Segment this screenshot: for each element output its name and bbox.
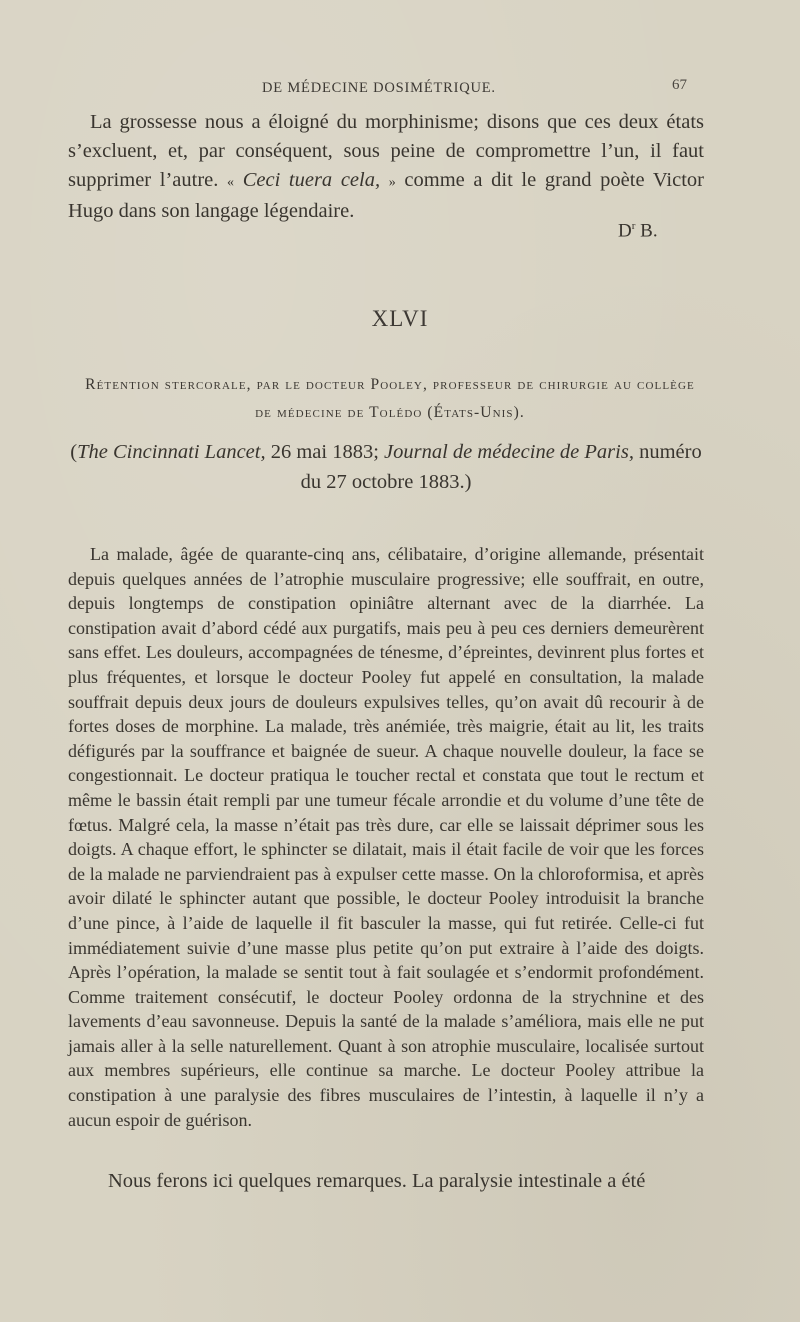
intro-text-after-quote: comme a dit le grand poète Victor Hugo dans son langage légendaire.	[68, 169, 704, 222]
signature-prefix: D	[618, 220, 632, 242]
section-title: Rétention stercorale, par le docteur Pooley, professeur de chirurgie au collège de médecine de Tolédo (États-Unis).	[85, 376, 695, 421]
section-number: XLVI	[371, 306, 429, 331]
intro-paragraph	[68, 108, 704, 226]
closing-paragraph: Nous ferons ici quelques remarques. La paralysie intestinale a été	[108, 1170, 646, 1192]
page-number: 67	[672, 77, 687, 93]
signature-superscript: r	[631, 220, 636, 232]
source-date-2: numéro du 27 octobre 1883.)	[300, 441, 702, 493]
quoted-phrase: Ceci tuera cela,	[234, 169, 389, 191]
quote-open-mark: «	[227, 175, 235, 190]
page-header	[0, 77, 800, 100]
source-journal-1: The Cincinnati Lancet,	[77, 441, 266, 463]
signature-suffix: B.	[635, 220, 658, 242]
source-journal-2: Journal de médecine de Paris,	[384, 441, 634, 463]
author-signature	[618, 220, 658, 242]
quote-close-mark: »	[388, 175, 396, 190]
source-date-1: 26 mai 1883;	[265, 441, 385, 463]
running-title: DE MÉDECINE DOSIMÉTRIQUE.	[262, 80, 496, 96]
intro-text-before-quote: La grossesse nous a éloigné du morphinisme; disons que ces deux états s’excluent, et, par conséquent, sous peine de compromettre l’un, il faut supprimer l’autre.	[68, 111, 704, 191]
source-open-paren: (	[70, 441, 78, 463]
source-citation	[68, 437, 704, 497]
case-paragraph: La malade, âgée de quarante-cinq ans, célibataire, d’origine allemande, présentait depuis quelques années de l’atrophie musculaire progressive; elle souffrait, en outre, depuis longtemps de constipation opiniâtre alternant avec de la diarrhée. La constipation avait d’abord cédé aux purgatifs, mais peu à peu ces derniers demeurèrent sans effet. Les douleurs, accompagnées de ténesme, d’épreintes, devinrent plus fortes et plus fréquentes, et lorsque le docteur Pooley fut appelé en consultation, la malade souffrait depuis deux jours de douleurs expulsives telles, qu’on avait dû recourir à de fortes doses de morphine. La malade, très anémiée, très maigrie, était au lit, les traits défigurés par la souffrance et baignée de sueur. A chaque nouvelle douleur, la face se congestionnait. Le docteur pratiqua le toucher rectal et constata que tout le rectum et même le bassin était rempli par une tumeur fécale arrondie et du volume d’une tête de fœtus. Malgré cela, la masse n’était pas très dure, car elle se laissait déprimer sous les doigts. A chaque effort, le sphincter se dilatait, mais il était facile de voir que les forces de la malade ne parviendraient pas à expulser cette masse. On la chloroformisa, et après avoir dilaté le sphincter autant que possible, le docteur Pooley introduisit la branche d’une pince, à l’aide de laquelle il fit basculer la masse, qui fut retirée. Celle-ci fut immédiatement suivie d’une masse plus petite qu’on put extraire à l’aide des doigts. Après l’opération, la malade se sentit tout à fait soulagée et s’endormit profondément. Comme traitement consécutif, le docteur Pooley ordonna de la strychnine et des lavements d’eau savonneuse. Depuis la santé de la malade s’améliora, mais elle ne put jamais aller à la selle naturellement. Quant à son atrophie musculaire, localisée surtout aux membres supérieurs, elle continue sa marche. Le docteur Pooley attribue la constipation à une paralysie des fibres musculaires de l’intestin, à laquelle il n’y a aucun espoir de guérison.	[68, 544, 704, 1130]
